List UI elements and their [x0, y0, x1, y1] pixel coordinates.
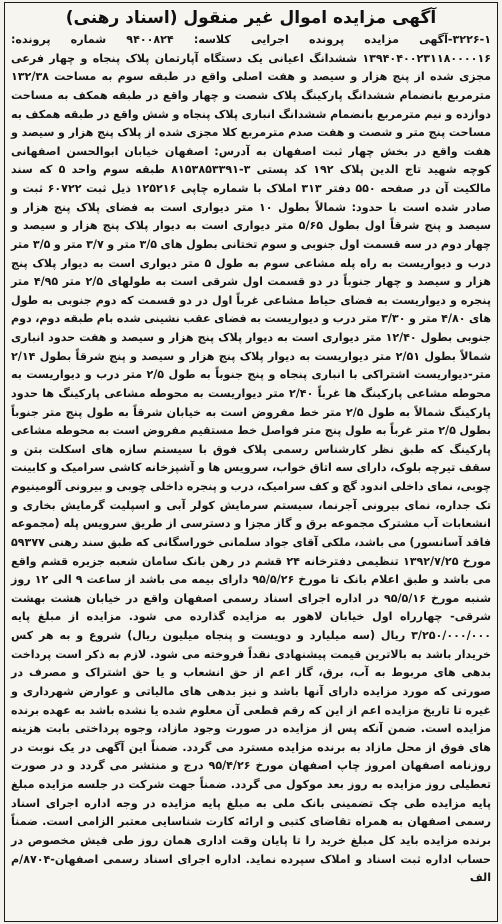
auction-notice — [4, 2, 498, 922]
notice-body: ۳۲۲۶-۱-آگهی مزایده پرونده اجرایی کلاسه: ۹۴۰۰۸۲۴ شماره پرونده: ۱۳۹۴۰۴۰۰۲۳۱۱۸۰۰۰۰۱۶ ششدانگ اعیانی یک دستگاه آپارتمان پلاک پنجاه و چهار فرعی مجزی شده از پنج هزار و سیصد و هفت اصلی واقع در طبقه سوم به مساحت ۱۳۲/۳۸ مترمربع بانضمام ششدانگ پارکینگ پلاک شصت و چهار واقع در طبقه همکف به مساحت دوازده و نیم مترمربع بانضمام ششدانگ انباری پلاک پنجاه و شش واقع در طبقه همکف به مساحت پنج متر و شصت و هفت صدم مترمربع کلا مجزی شده از پلاک پنج هزار و سیصد و هفت واقع در بخش چهار ثبت اصفهان به آدرس: اصفهان خیابان ابوالحسن اصفهانی کوچه شهید تاج الدین پلاک ۱۹۲ کد پستی ۳-۸۱۵۳۸۵۳۳۹۱ طبقه سوم واحد ۵ که سند مالکیت آن در صفحه ۵۵۰ دفتر ۳۱۳ املاک با شماره چاپی ۱۲۵۲۱۶ ذیل ثبت ۶۰۷۲۲ ثبت و صادر شده است با حدود: شمالاً بطول ۱۰ متر دیواری است به فضای پلاک پنج هزار و سیصد و پنج شرقاً اول بطول ۵/۶۵ متر دیواری است به دیوار پلاک پنج هزار و سیصد و چهار دوم در سه قسمت اول جنوبی و سوم تختانی بطول های ۳/۵ متر و ۳/۷ متر و ۳/۵ متر درب و دیواریست به راه پله مشاعی سوم به طول ۵ متر دیواری است به دیوار پلاک پنج هزار و سیصد و چهار جنوباً در دو قسمت اول شرقی است به طولهای ۲/۵ متر ۴/۹۵ متر پنجره و دیواریست به فضای حیاط مشاعی غرباً اول در دو قسمت که دوم جنوبی به طول های ۴/۸۰ متر و ۳/۳۰ متر درب و دیواریست به فضای عقب نشینی شده بام طبقه دوم، دوم جنوبی بطول ۱۲/۴۰ متر دیواری است به دیوار پلاک پنج هزار و سیصد و هفت حدود انباری شمالاً بطول ۲/۵۱ متر دیواریست به دیوار پلاک پنج هزار و سیصد و پنج شرقاً بطول ۲/۱۴ متر-دیواریست اشتراکی با انباری پنجاه و پنج جنوباً به طول ۲/۵ متر درب و دیواریست به محوطه مشاعی پارکینگ ها غرباً ۲/۴۰ متر دیواریست به محوطه مشاعی پارکینگ ها حدود پارکینگ شمالاً به طول ۲/۵ متر خط مفروض است به خیابان شرقاً به طول پنج متر جنوباً بطول ۲/۵ متر غرباً به طول پنج متر فواصل خط مستقیم مفروض است به محوطه مشاعی پارکینگ که طبق نظر کارشناس رسمی پلاک فوق با سیستم سازه های اسکلت بتن و سقف تیرچه بلوک، دارای سه اتاق خواب، سرویس ها و آشپزخانه کاشی سرامیک و کابینت چوبی، نمای داخلی اندود گچ و کف سرامیک، درب و پنجره داخلی چوبی و بیرونی آلومینیوم تک جداره، نمای بیرونی آجرنما، سیستم سرمایش کولر آبی و اسپلیت گرمایش بخاری و انشعابات آب مشترک مجموعه برق و گاز مجزا و دسترسی از طریق سرویس پله (مجموعه فاقد آسانسور) می باشد، ملکی آقای جواد سلمانی خوراسگانی که طبق سند رهنی ۵۹۳۷۷ مورخ ۱۳۹۲/۷/۲۵ تنظیمی دفترخانه ۲۴ قشم در رهن بانک سامان شعبه جزیره قشم واقع می باشد و طبق اعلام بانک تا مورخ ۹۵/۵/۲۶ دارای بیمه می باشد از ساعت ۹ الی ۱۲ روز شنبه مورخ ۹۵/۵/۱۶ در اداره اجرای اسناد رسمی اصفهان واقع در خیابان هشت بهشت شرقی- چهارراه اول خیابان لاهور به مزایده گذارده می شود. مزایده از مبلغ پایه ۳/۲۵۰/۰۰۰/۰۰۰ ریال (سه میلیارد و دویست و پنجاه میلیون ریال) شروع و به هر کس خریدار باشد به بالاترین قیمت پیشنهادی نقداً فروخته می شود. لازم به ذکر است پرداخت بدهی های مربوط به آب، برق، گاز اعم از حق انشعاب و یا حق اشتراک و مصرف در صورتی که مورد مزایده دارای آنها باشد و نیز بدهی های مالیاتی و عوارض شهرداری و غیره تا تاریخ مزایده اعم از این که رقم قطعی آن معلوم شده یا نشده باشد به عهده برنده مزایده است. ضمن آنکه پس از مزایده در صورت وجود مازاد، وجوه پرداختی بابت هزینه های فوق از محل مازاد به برنده مزایده مسترد می گردد. ضمناً این آگهی در یک نوبت در روزنامه اصفهان امروز چاپ اصفهان مورخ ۹۵/۴/۲۶ درج و منتشر می گردد و در صورت تعطیلی روز مزایده به روز بعد موکول می گردد. ضمناً جهت شرکت در جلسه مزایده مبلغ پایه مزایده طی چک تضمینی بانک ملی به مبلغ پایه مزایده در وجه اداره اجرای اسناد رسمی اصفهان به همراه تقاضای کتبی و ارائه کارت شناسایی معتبر الزامی است. ضمناً برنده مزایده باید کل مبلغ خرید را تا پایان وقت اداری همان روز طی فیش مخصوص در حساب اداره ثبت اسناد و املاک سپرده نماید. اداره اجرای اسناد رسمی اصفهان-۸۷۰۴/م الف — [11, 33, 492, 885]
notice-title: آگهی مزایده اموال غیر منقول (اسناد رهنی) — [65, 8, 437, 28]
